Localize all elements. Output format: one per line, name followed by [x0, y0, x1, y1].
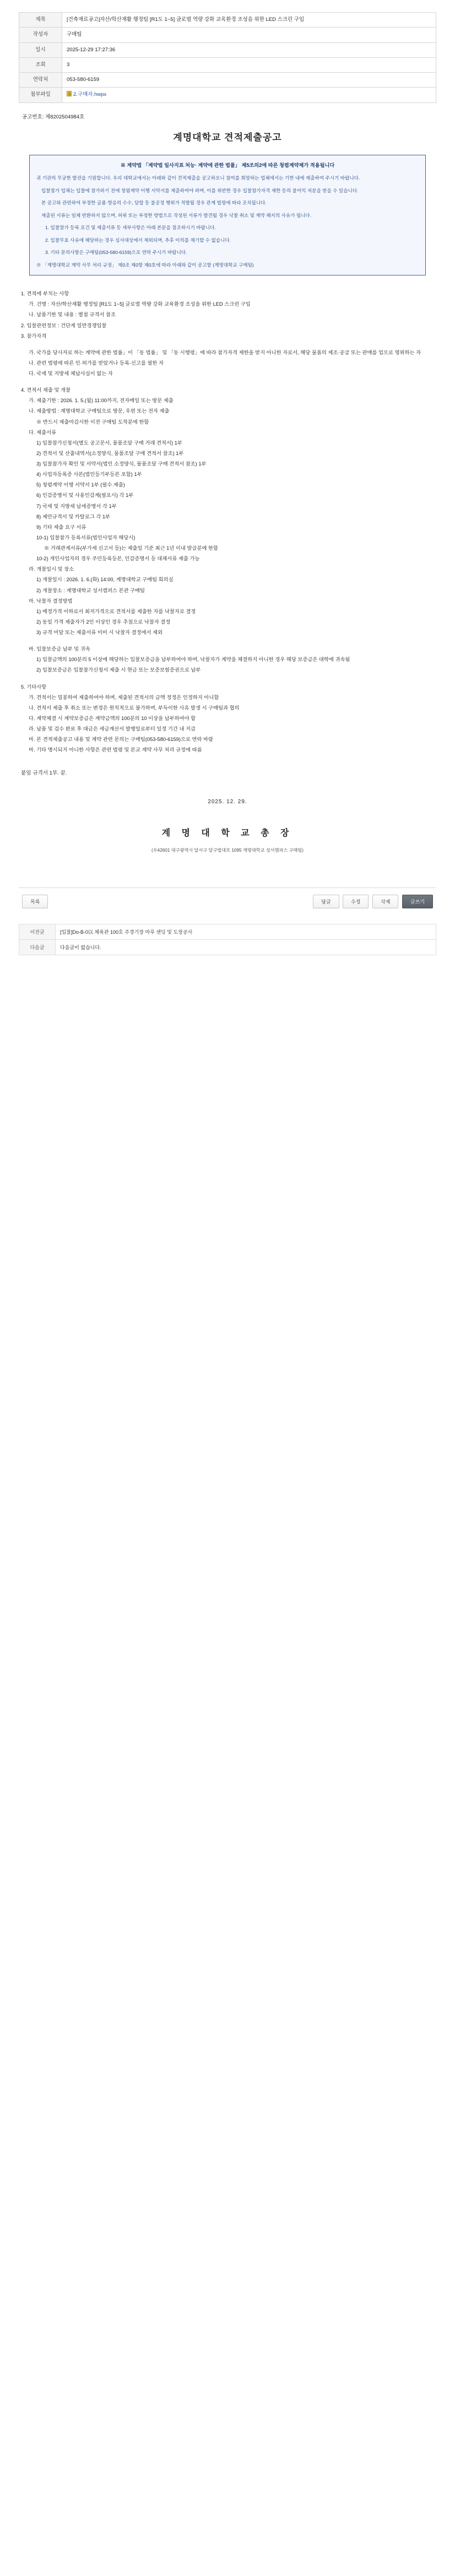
notice-heading: ※ 계약법 「계약법 일사지표 처능· 계약에 관한 법률」 제5조의2에 따른 청렴계약제가 적용됩니다: [120, 162, 335, 168]
outline-item: 3. 참가자격: [21, 333, 47, 339]
meta-label-author: 작성자: [19, 28, 62, 42]
annex-line: 붙임 규격서 1부. 끝.: [21, 770, 67, 777]
next-post-cell: 다음글이 없습니다.: [56, 940, 436, 955]
outline-item: 다. 국세 및 지방세 체납사실이 없는 자: [29, 371, 113, 377]
table-row: [19, 42, 436, 57]
spacer: [21, 676, 434, 681]
outline-item: 나. 납품기한 및 내용 : 별첨 규격서 참조: [29, 312, 116, 318]
outline-item: 바. 기타 명시되지 아니한 사항은 관련 법령 및 본교 계약 사무 처리 규정에 따름: [29, 747, 202, 753]
outline-item: 2. 입찰관련정보 : 건단계 일반경쟁입찰: [21, 322, 107, 328]
meta-value-views: 3: [62, 57, 436, 72]
organization-address: (우42601 대구광역시 달서구 달구벌대로 1095 계명대학교 성서캠퍼스 구매팀): [151, 847, 304, 853]
outline-item: 다. 제출서류: [29, 429, 57, 435]
outline-item: 라. 납품 및 검수 완료 후 대금은 세금계산서 발행일로부터 일정 기간 내 지급: [29, 726, 196, 732]
meta-value-phone: 053-580-6159: [62, 73, 436, 88]
write-button[interactable]: 글쓰기: [402, 895, 433, 908]
post-meta-table: [19, 12, 436, 103]
outline-item: 7) 국세 및 지방세 납세증명서 각 1부: [36, 503, 117, 509]
notice-paragraph: 귀 기관의 무궁한 발전을 기원합니다. 우리 대학교에서는 아래와 같이 견적제출을 공고하오니 참여를 희망하는 업체에서는 기한 내에 제출하여 주시기 바랍니다.: [36, 175, 360, 181]
outline-item: 3) 규격 미달 또는 제출서류 미비 시 낙찰자 결정에서 제외: [36, 630, 163, 636]
next-post-label: 다음글: [19, 940, 56, 955]
outline-item: ※ 거래관계서류(부가세 신고서 등)는 제출일 기준 최근 1년 이내 발급분에 한함: [44, 545, 218, 551]
meta-value-author: 구매팀: [62, 28, 436, 42]
notice-paragraph: 제출된 서류는 일체 반환하지 않으며, 허위 또는 부정한 방법으로 작성된 서류가 발견될 경우 낙찰 취소 및 계약 해지의 사유가 됩니다.: [41, 212, 312, 218]
outline-item: 2) 개찰장소 : 계명대학교 성서캠퍼스 본관 구매팀: [36, 587, 145, 593]
outline-item: 마. 본 견적제출공고 내용 및 계약 관련 문의는 구매팀(053-580-6159)으로 연락 바람: [29, 737, 213, 743]
outline-item: 다. 계약체결 시 계약보증금은 계약금액의 100분의 10 이상을 납부하여야 함: [29, 715, 196, 721]
spacer: [21, 379, 434, 385]
document-body: [19, 113, 436, 855]
meta-value-date: 2025-12-29 17:27:36: [62, 42, 436, 57]
page-title: 계명대학교 견적제출공고: [173, 132, 282, 143]
meta-label-title: 제목: [19, 13, 62, 28]
toolbar-left: [22, 895, 48, 908]
outline-item: 가. 제출기한 : 2026. 1. 5.(월) 11:00까지, 전자메일 또는 방문 제출: [29, 398, 174, 404]
prev-post-label: 이전글: [19, 924, 56, 940]
post-navigation: [19, 924, 436, 955]
outline-item: 9) 기타 제출 요구 서류: [36, 524, 86, 530]
outline-item: 10-1) 입찰참가 등록서류(법인사업자 해당시): [36, 534, 136, 540]
meta-label-phone: 연락처: [19, 73, 62, 88]
table-row: [19, 57, 436, 72]
outline-item: 2) 입찰보증금은 입찰참가신청서 제출 시 현금 또는 보증보험증권으로 납부: [36, 667, 201, 673]
edit-button[interactable]: 수정: [343, 895, 369, 908]
notice-paragraph: 입찰참가 업체는 입찰에 참가하기 전에 청렴계약 이행 서약서를 제출하여야 하며, 이를 위반한 경우 입찰참가자격 제한 등의 불이익 처분을 받을 수 있습니다.: [41, 187, 359, 193]
outline-item: 1) 입찰금액의 100분의 5 이상에 해당하는 입찰보증금을 납부하여야 하며, 낙찰자가 계약을 체결하지 아니한 경우 해당 보증금은 대학에 귀속됨: [36, 657, 350, 663]
outline-item: 마. 낙찰자 결정방법: [29, 598, 73, 604]
outline-item: 가. 국가를 당사자로 하는 계약에 관한 법률」이 「동 법률」 및 「동 시행령」에 따라 참가자격 제한을 받지 아니한 자로서, 해당 물품의 제조·공급 또는 판매를 업으로 영위하는 자: [29, 349, 421, 355]
toolbar-right: [311, 895, 433, 908]
outline-item: ※ 반드시 제출마감시한 이전 구매팀 도착분에 한함: [36, 419, 149, 425]
outline-item: 2) 동일 가격 제출자가 2인 이상인 경우 추첨으로 낙찰자 결정: [36, 619, 171, 625]
outline-item: 5. 기타사항: [21, 684, 47, 690]
prev-post-link[interactable]: [입찰]Do-B-0以 체육관 100호 주경기장 마루 샌딩 및 도장공사: [60, 929, 193, 935]
meta-label-attachment: 첨부파일: [19, 88, 62, 102]
table-row: [19, 28, 436, 42]
issuing-organization: 계 명 대 학 교 총 장: [161, 828, 294, 838]
meta-label-date: 일시: [19, 42, 62, 57]
table-row: [19, 73, 436, 88]
outline-item: 8) 제안규격서 및 카탈로그 각 1부: [36, 513, 111, 519]
reply-button[interactable]: 답글: [313, 895, 339, 908]
list-button[interactable]: 목록: [22, 895, 48, 908]
notice-footnote: ※ 「계명대학교 계약 사무 처리 규정」 제0조 제0항 제0호에 따라 아래와 같이 공고함 (계명대학교 구매팀): [36, 262, 254, 268]
outline-item: 나. 견적서 제출 후 취소 또는 변경은 원칙적으로 불가하며, 부득이한 사유 발생 시 구매팀과 협의: [29, 705, 240, 711]
notice-subitem: 1. 입찰참가 등록 요건 및 제출서류 등 세부사항은 아래 본문을 참조하시기 바랍니다.: [45, 225, 216, 231]
attachment-icon: [67, 91, 72, 96]
outline-item: 1. 견적에 부치는 사항: [21, 291, 69, 297]
notice-paragraph: 본 공고와 관련하여 부정한 금품·향응의 수수, 담합 등 불공정 행위가 적발될 경우 관계 법령에 따라 조치됩니다.: [41, 200, 267, 206]
outline-item: 4) 사업자등록증 사본(법인등기부등본 포함) 1부: [36, 472, 142, 478]
spacer: [21, 638, 434, 643]
outline-item: 나. 관련 법령에 따른 인·허가를 받았거나 등록·신고를 필한 자: [29, 360, 164, 366]
notice-detail-page: [0, 0, 455, 977]
table-row: [19, 88, 436, 102]
outline-item: 3) 입찰참가자 확인 및 서약서(법인 소정양식, 물품조달 구매 견적서 참조) 1부: [36, 461, 207, 467]
prev-post-cell[interactable]: [56, 924, 436, 940]
outline-item: 10-2) 개인사업자의 경우 주민등록등본, 인감증명서 등 대체서류 제출 가능: [36, 556, 200, 562]
outline-item: 4. 견적서 제출 및 개찰: [21, 387, 71, 393]
notice-box: [29, 155, 426, 275]
outline-item: 가. 견적서는 밀봉하여 제출하여야 하며, 제출된 견적서의 금액 정정은 인정하지 아니함: [29, 694, 219, 700]
outline-item: 가. 건명 : 자산/학산재활 행정팀 [R1도 1~5] 글로벌 역량 강화 교육환경 조성을 위한 LED 스크린 구입: [29, 301, 251, 307]
outline-item: 라. 개찰일시 및 장소: [29, 566, 74, 572]
post-toolbar: [19, 887, 436, 914]
spacer: [21, 342, 434, 347]
notice-subitem: 3. 기타 문의사항은 구매팀(053-580-6159)으로 연락 주시기 바랍니다.: [45, 250, 187, 256]
list-item[interactable]: [19, 924, 436, 940]
table-row: [19, 13, 436, 28]
delete-button[interactable]: 삭제: [372, 895, 398, 908]
outline-item: 6) 인감증명서 및 사용인감계(필요시) 각 1부: [36, 493, 134, 499]
issue-date: 2025. 12. 29.: [208, 799, 247, 805]
outline-item: 5) 청렴계약 이행 서약서 1부 (필수 제출): [36, 482, 125, 488]
attachment-link[interactable]: 2.구매자.hwpx: [73, 91, 107, 98]
meta-value-attachment: [62, 88, 436, 102]
meta-value-title: [건축재료공고]자산/학산재활 행정팀 [R1도 1~5] 글로벌 역량 강화 교육환경 조성을 위한 LED 스크린 구입: [62, 13, 436, 28]
announcement-outline: [21, 289, 434, 755]
outline-item: 바. 입찰보증금 납부 및 귀속: [29, 646, 90, 652]
outline-item: 2) 견적서 및 산출내역서(소정양식, 물품조달 구매 견적서 참조) 1부: [36, 450, 184, 456]
outline-item: 1) 입찰참가신청서(별도 공고문서, 물품조달 구매 거래 견적서) 1부: [36, 440, 182, 446]
registration-number: 공고번호: 제8202504984호: [22, 113, 85, 120]
outline-item: 나. 제출방법 : 계명대학교 구매팀으로 방문, 우편 또는 전자 제출: [29, 408, 170, 414]
notice-subitem: 2. 입찰무효 사유에 해당하는 경우 심사대상에서 제외되며, 추후 이의를 제기할 수 없습니다.: [45, 237, 231, 243]
outline-item: 1) 예정가격 이하로서 최저가격으로 견적서를 제출한 자를 낙찰자로 결정: [36, 608, 196, 614]
outline-item: 1) 개찰일시 : 2026. 1. 6.(화) 14:00, 계명대학교 구매팀 회의실: [36, 577, 174, 583]
list-item: [19, 940, 436, 955]
meta-label-views: 조회: [19, 57, 62, 72]
